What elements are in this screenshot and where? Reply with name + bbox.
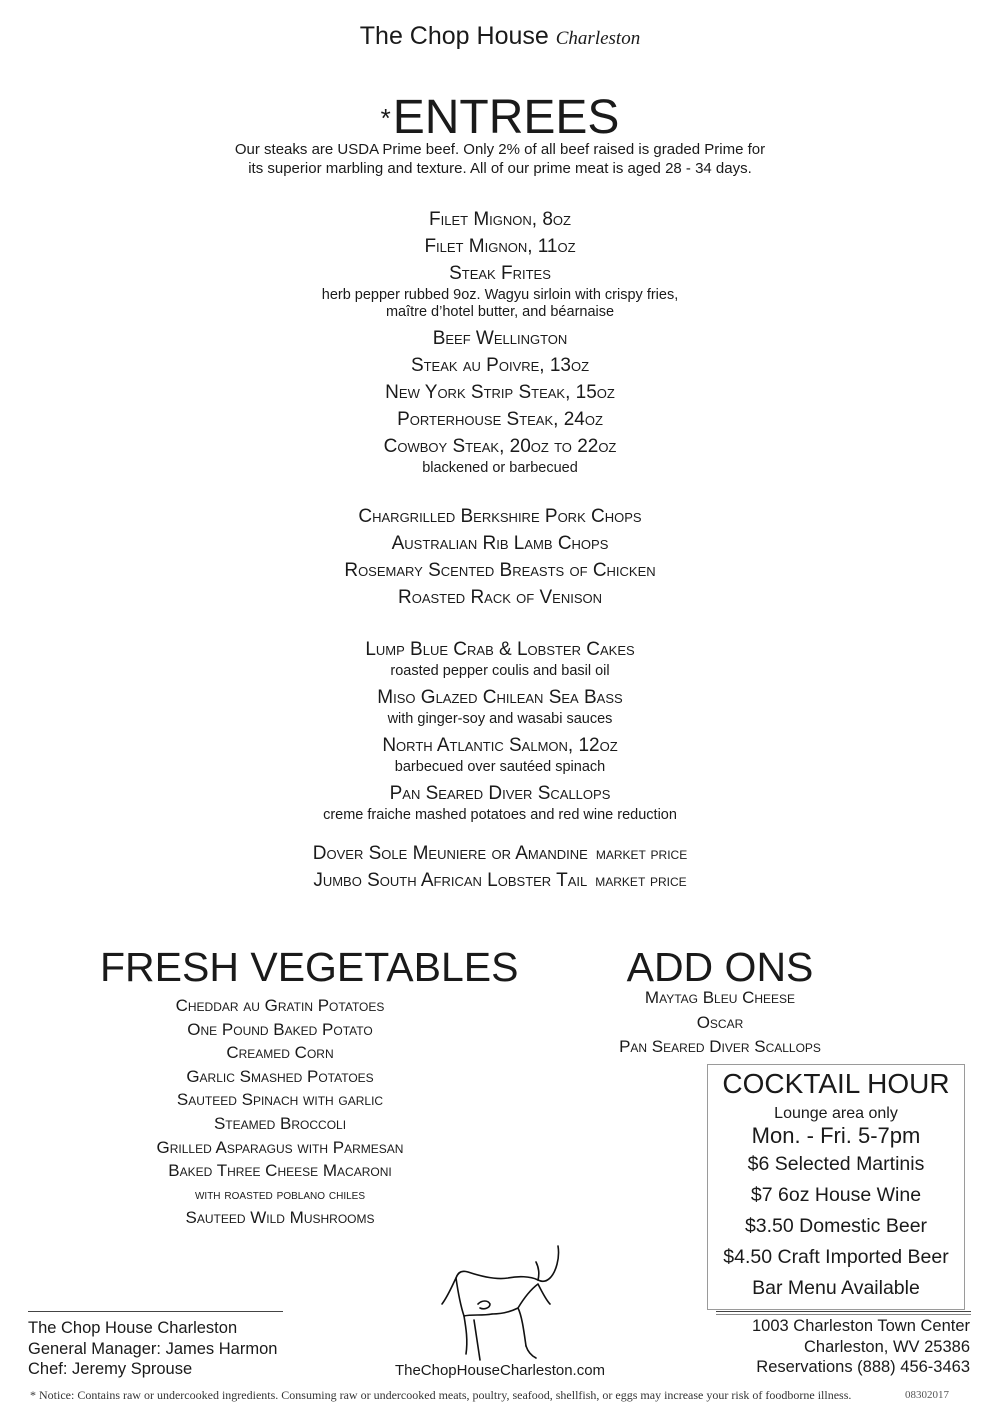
description-line: maître d’hotel butter, and béarnaise [385,304,615,320]
menu-item-description: roasted pepper coulis and basil oil [390,663,610,679]
list-item: Steamed Broccoli [213,1113,347,1133]
menu-item-name: Jumbo South African Lobster Tail [313,870,588,891]
description-line: herb pepper rubbed 9oz. Wagyu sirloin with crispy fries, [321,287,679,303]
intro-line: its superior marbling and texture. All of our prime meat is aged 28 - 34 days. [248,160,752,177]
footer-staff [28,1318,277,1380]
list-item: Maytag Bleu Cheese [644,988,796,1007]
list-item: One Pound Baked Potato [187,1019,373,1039]
footer-divider-right-secondary [716,1314,971,1315]
footer-address [700,1316,970,1378]
addons-list [580,986,860,1060]
list-item: Sauteed Wild Mushrooms [185,1208,375,1228]
menu-item: Lump Blue Crab & Lobster Cakes [365,639,635,660]
cocktail-special: $4.50 Craft Imported Beer [723,1246,949,1268]
entrees-title [0,88,1000,148]
menu-item: Beef Wellington [432,328,568,349]
list-item: Baked Three Cheese Macaroni [168,1161,392,1181]
footer-line: Chef: Jeremy Sprouse [28,1360,193,1378]
footer-line: General Manager: James Harmon [28,1339,278,1358]
menu-item-name: Dover Sole Meuniere or Amandine [312,843,588,864]
menu-item [150,867,850,894]
menu-item: Australian Rib Lamb Chops [391,533,609,554]
footer-divider-right [716,1311,971,1312]
vegetables-title: FRESH VEGETABLES [100,944,519,990]
cocktail-special: $3.50 Domestic Beer [744,1215,928,1237]
addons-title: ADD ONS [626,944,814,990]
seafood-section [150,636,850,828]
bull-sketch-icon [438,1242,568,1364]
list-item: Grilled Asparagus with Parmesan [156,1137,404,1157]
market-section [150,840,850,894]
menu-item-description: blackened or barbecued [422,460,578,476]
document-code: 08302017 [905,1389,949,1401]
cocktail-title: COCKTAIL HOUR [722,1068,950,1099]
list-item: Garlic Smashed Potatoes [186,1066,374,1086]
menu-item: New York Strip Steak, 15oz [385,382,615,403]
entrees-asterisk: * [380,103,391,133]
menu-item: Pan Seared Diver Scallops [389,783,611,804]
website-link[interactable]: TheChopHouseCharleston.com [394,1362,606,1379]
menu-item-description: creme fraiche mashed potatoes and red wine reduction [323,807,677,823]
cocktail-hour-box [707,1064,965,1310]
list-item: Oscar [696,1012,744,1032]
health-notice: * Notice: Contains raw or undercooked ingredients. Consuming raw or undercooked meats, poultry, seafood, shellfish, or eggs may increase your risk of foodborne illness. [30,1388,852,1402]
cocktail-special: $6 Selected Martinis [747,1153,925,1175]
footer-divider-left [28,1311,283,1312]
list-item: Sauteed Spinach with garlic [176,1090,384,1110]
entrees-intro [150,140,850,178]
menu-item: Miso Glazed Chilean Sea Bass [377,687,623,708]
menu-item: Filet Mignon, 11oz [424,236,576,257]
menu-item: Porterhouse Steak, 24oz [397,409,603,430]
restaurant-header [0,22,1000,51]
menu-item: Filet Mignon, 8oz [429,209,571,230]
menu-item: Steak au Poivre, 13oz [410,355,590,376]
menu-item: Steak Frites [449,263,551,284]
footer-line: Charleston, WV 25386 [803,1337,970,1356]
cocktail-special: Bar Menu Available [752,1277,920,1299]
list-item: Pan Seared Diver Scallops [619,1037,821,1056]
menu-item-description [150,287,850,321]
list-item-note: with roasted poblano chiles [194,1185,366,1202]
restaurant-name: The Chop House [359,22,549,50]
entrees-title-text: ENTREES [392,91,620,144]
vegetables-list [100,994,460,1230]
market-price: market price [595,871,687,890]
menu-item: Chargrilled Berkshire Pork Chops [358,506,642,527]
cocktail-special: $7 6oz House Wine [750,1184,922,1206]
footer-line: 1003 Charleston Town Center [752,1317,970,1335]
menu-item-description: barbecued over sautéed spinach [394,759,606,775]
cocktail-subtitle: Lounge area only [774,1105,898,1122]
steaks-section [150,206,850,481]
cocktail-hours: Mon. - Fri. 5-7pm [751,1123,921,1148]
list-item: Cheddar au Gratin Potatoes [175,996,385,1015]
menu-item-description: with ginger-soy and wasabi sauces [387,711,613,727]
intro-line: Our steaks are USDA Prime beef. Only 2% of all beef raised is graded Prime for [234,141,766,158]
market-price: market price [595,844,688,863]
menu-item: North Atlantic Salmon, 12oz [382,735,618,756]
list-item: Creamed Corn [226,1043,334,1063]
menu-item: Rosemary Scented Breasts of Chicken [344,560,656,581]
menu-item [150,840,850,867]
restaurant-city: Charleston [555,28,641,49]
meats-section [150,503,850,611]
footer-line: The Chop House Charleston [28,1319,238,1337]
menu-item: Cowboy Steak, 20oz to 22oz [383,436,617,457]
menu-item: Roasted Rack of Venison [397,587,603,608]
footer-line: Reservations (888) 456-3463 [756,1358,970,1376]
